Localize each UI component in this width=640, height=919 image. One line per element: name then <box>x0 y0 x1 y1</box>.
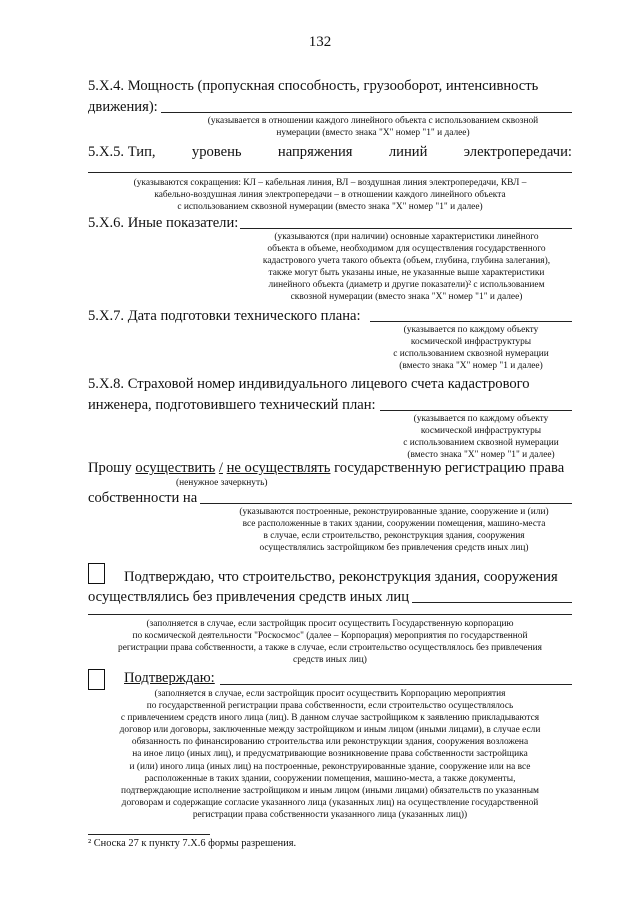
field-confirm2-line[interactable] <box>220 684 572 685</box>
note-line: договор или договоры, заключенные между застройщиком и иным лицом (иными лицами), в случае если <box>119 725 541 736</box>
section-5x4-line2: движения): <box>88 99 158 115</box>
section-5x8-heading <box>88 376 572 393</box>
request-suffix: государственную регистрацию права <box>334 460 565 476</box>
request-note <box>200 506 588 554</box>
note-line: космической инфраструктуры <box>420 426 542 437</box>
section-5x7-note <box>370 324 572 372</box>
note-line: расположенные в таких здании, сооружении помещения, машино-места, а также документы, <box>144 773 516 784</box>
section-5x4-heading <box>88 78 572 95</box>
note-line: все расположенные в таких здании, сооружении помещения, машино-места <box>242 519 546 530</box>
note-line: (указывается в отношении каждого линейного объекта с использованием сквозной <box>207 116 539 126</box>
note-line: объекта в объеме, необходимом для осуществления государственного <box>267 244 546 255</box>
note-line: линейного объекта (диаметр и другие показатели)² с использованием <box>268 280 545 291</box>
request-line <box>88 460 564 477</box>
request-option-not-register[interactable]: не осуществлять <box>226 460 331 476</box>
field-ownership-line[interactable] <box>200 503 572 504</box>
confirm-no-third-party-checkbox[interactable] <box>88 563 105 584</box>
note-line: по государственной регистрации права собственности, если строительство осуществлялось <box>146 701 514 712</box>
confirm1-line2: осуществлялись без привлечения средств иных лиц <box>88 589 410 605</box>
section-5x5-word: уровень <box>191 144 242 160</box>
note-line: подтверждающие исполнение застройщиком и иным лицом (иными лицами) обязательств по указанным <box>121 785 539 796</box>
field-confirm1-line2[interactable] <box>88 614 572 615</box>
field-5x7-line[interactable] <box>370 321 572 322</box>
field-5x4-line[interactable] <box>161 112 572 113</box>
note-line: космической инфраструктуры <box>410 337 532 348</box>
note-line: с использованием сквозной нумерации <box>403 438 559 449</box>
note-line: нумерации (вместо знака "X" номер "1" и далее) <box>276 128 470 139</box>
note-line: кабельно-воздушная линия электропередачи – в отношении каждого линейного объекта <box>154 190 506 201</box>
footnote: ² Сноска 27 к пункту 7.Х.6 формы разрешения. <box>88 838 297 849</box>
footnote-divider <box>88 834 210 835</box>
note-line: с использованием сквозной нумерации (вместо знака "X" номер "1" и далее) <box>177 202 483 213</box>
request-line2: собственности на <box>88 490 198 506</box>
confirm2-note <box>88 688 572 821</box>
note-line: (вместо знака "X" номер "1" и далее) <box>407 450 555 461</box>
note-line: средств иных лиц) <box>293 655 367 666</box>
note-line: кадастрового учета такого объекта (объем, глубина, глубина залегания), <box>262 256 551 267</box>
note-line: (указывается по каждому объекту <box>413 414 549 424</box>
note-line: также могут быть указаны иные, не указанные выше характеристики <box>268 268 545 279</box>
field-confirm1-line[interactable] <box>412 602 572 603</box>
request-prefix: Прошу <box>88 460 132 476</box>
note-line: договорам и содержащие согласие указанного лица (указанных лиц) на осуществление государственной <box>121 797 539 808</box>
note-line: (вместо знака "X" номер "1 и далее) <box>399 361 543 372</box>
request-option-register[interactable]: осуществить <box>135 460 216 476</box>
note-line: (указываются построенные, реконструированные здание, сооружение и (или) <box>239 507 549 517</box>
note-line: в случае, если строительство, реконструкция здания, сооружения <box>263 531 525 542</box>
section-5x6-note <box>234 231 579 304</box>
note-line: (указываются (при наличии) основные характеристики линейного <box>274 232 539 242</box>
section-5x8-line1: 5.Х.8. Страховой номер индивидуального лицевого счета кадастрового <box>88 376 530 392</box>
section-5x5-word: электропередачи: <box>463 144 572 160</box>
section-5x5-word: 5.Х.5. Тип, <box>88 144 156 160</box>
section-5x8-note <box>380 413 582 461</box>
note-line: (заполняется в случае, если застройщик просит осуществить Государственную корпорацию <box>146 619 514 629</box>
confirm1-line1: Подтверждаю, что строительство, реконструкция здания, сооружения <box>124 569 558 585</box>
note-line: с использованием сквозной нумерации <box>393 349 549 360</box>
section-5x6-label: 5.Х.6. Иные показатели: <box>88 215 239 231</box>
page-number: 132 <box>308 34 332 50</box>
section-5x4-line1: 5.Х.4. Мощность (пропускная способность, грузооборот, интенсивность <box>88 78 539 94</box>
note-line: (указываются сокращения: КЛ – кабельная линия, ВЛ – воздушная линия электропередачи, КВЛ – <box>133 178 527 188</box>
section-5x5-note <box>88 177 572 213</box>
confirm2-label: Подтверждаю: <box>124 670 215 686</box>
note-line: по космической деятельности "Роскосмос" (далее – Корпорация) мероприятия по государственной <box>132 631 528 642</box>
note-line: с привлечением средств иного лица (лиц). В данном случае застройщиком к заявлению прикладываются <box>120 713 540 724</box>
request-separator: / <box>218 460 223 476</box>
strike-note: (ненужное зачеркнуть) <box>176 478 268 488</box>
section-5x5-word: линий <box>388 144 428 160</box>
section-5x4-note <box>161 115 585 139</box>
note-line: сквозной нумерации (вместо знака "X" номер "1" и далее) <box>290 292 523 303</box>
note-line: обязанность по финансированию строительства или реконструкции здания, сооружения возложена <box>131 737 529 748</box>
field-5x5-line[interactable] <box>88 172 572 173</box>
note-line: регистрации права собственности, а также в случае, если строительство осуществлялось без привлечения <box>118 643 542 654</box>
field-5x6-line[interactable] <box>240 228 572 229</box>
note-line: регистрации права собственности указанного лица (указанных лиц)) <box>192 809 468 820</box>
note-line: (заполняется в случае, если застройщик просит осуществить Корпорацию мероприятия <box>154 689 506 699</box>
field-5x8-line[interactable] <box>380 410 572 411</box>
section-5x5-heading <box>88 144 572 161</box>
confirm1-note <box>88 618 572 666</box>
section-5x8-line2: инженера, подготовившего технический план: <box>88 397 376 413</box>
note-line: и (или) иного лица (иных лиц) на построенные, реконструированные здание, сооружение или на все <box>129 761 531 772</box>
section-5x5-word: напряжения <box>277 144 353 160</box>
note-line: осуществлялись застройщиком без привлечения средств иных лиц) <box>259 543 529 554</box>
confirm-with-third-party-checkbox[interactable] <box>88 669 105 690</box>
section-5x7-label: 5.Х.7. Дата подготовки технического плана: <box>88 308 361 324</box>
note-line: на иное лицо (иных лиц), и предусматривающие возникновение права собственности застройщика <box>132 749 528 760</box>
note-line: (указывается по каждому объекту <box>403 325 539 335</box>
